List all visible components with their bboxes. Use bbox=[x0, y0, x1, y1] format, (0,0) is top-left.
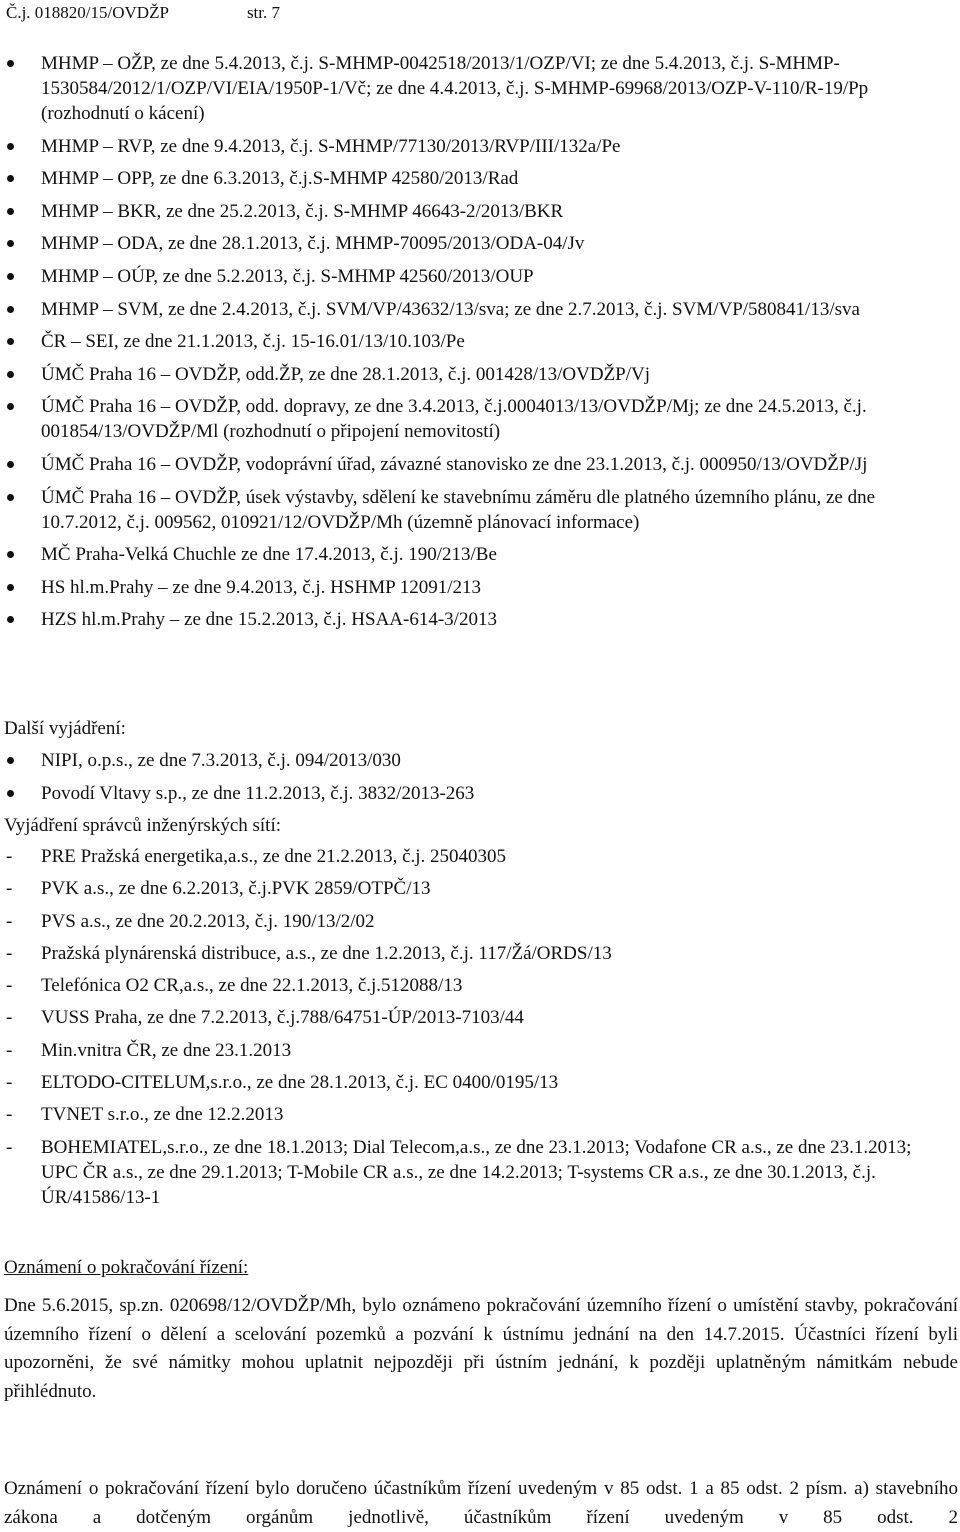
list-item: ÚMČ Praha 16 – OVDŽP, úsek výstavby, sdělení ke stavebnímu záměru dle platného územního plánu, ze dne 10.7.2012, č.j. 009562, 010921/12/OVDŽP/Mh (územně plánovací informace) bbox=[0, 485, 960, 535]
list-item bbox=[0, 876, 960, 901]
list-item: MHMP – OÚP, ze dne 5.2.2013, č.j. S-MHMP 42560/2013/OUP bbox=[0, 264, 960, 289]
list-item-text: PVK a.s., ze dne 6.2.2013, č.j.PVK 2859/OTPČ/13 bbox=[41, 878, 431, 900]
dash-marker: - bbox=[6, 878, 13, 900]
list-item-text: Pražská plynárenská distribuce, a.s., ze dne 1.2.2013, č.j. 117/Žá/ORDS/13 bbox=[41, 942, 612, 964]
list-item bbox=[0, 1135, 960, 1210]
list-item: HS hl.m.Prahy – ze dne 9.4.2013, č.j. HSHMP 12091/213 bbox=[0, 575, 960, 600]
dash-marker: - bbox=[6, 910, 13, 932]
list-item bbox=[0, 909, 960, 934]
list-item: HZS hl.m.Prahy – ze dne 15.2.2013, č.j. HSAA-614-3/2013 bbox=[0, 607, 960, 632]
list-item-text: BOHEMIATEL,s.r.o., ze dne 18.1.2013; Dial Telecom,a.s., ze dne 23.1.2013; Vodafone CR a.s., ze dne 23.1.2013; UPC ČR a.s., ze dne 29.1.2013; T-Mobile CR a.s., ze dne 14.2.2013; T-systems CR a.s., ze dne 30.1.2013, č.j. ÚR/41586/13-1 bbox=[41, 1136, 912, 1208]
list-item bbox=[0, 1005, 960, 1030]
dash-marker: - bbox=[6, 1104, 13, 1126]
page-header bbox=[6, 2, 280, 24]
list-item: MHMP – OŽP, ze dne 5.4.2013, č.j. S-MHMP-0042518/2013/1/OZP/VI; ze dne 5.4.2013, č.j. S-MHMP-1530584/2012/1/OZP/VI/EIA/1950P-1/Vč; ze dne 4.4.2013, č.j. S-MHMP-69968/2013/OZP-V-110/R-19/Pp (rozhodnutí o kácení) bbox=[0, 51, 960, 126]
list-item-text: VUSS Praha, ze dne 7.2.2013, č.j.788/64751-ÚP/2013-7103/44 bbox=[41, 1007, 524, 1029]
list-item: MHMP – OPP, ze dne 6.3.2013, č.j.S-MHMP 42580/2013/Rad bbox=[0, 166, 960, 191]
dash-marker: - bbox=[6, 846, 13, 867]
list-item bbox=[0, 1070, 960, 1095]
dash-marker: - bbox=[6, 1136, 13, 1158]
list-item: ÚMČ Praha 16 – OVDŽP, odd. dopravy, ze dne 3.4.2013, č.j.0004013/13/OVDŽP/Mj; ze dne 24.5.2013, č.j. 001854/13/OVDŽP/Ml (rozhodnutí o připojení nemovitostí) bbox=[0, 394, 960, 444]
list-item: Povodí Vltavy s.p., ze dne 11.2.2013, č.j. 3832/2013-263 bbox=[0, 781, 960, 806]
dash-marker: - bbox=[6, 1039, 13, 1061]
list-item-text: PRE Pražská energetika,a.s., ze dne 21.2.2013, č.j. 25040305 bbox=[41, 846, 507, 867]
utilities-list bbox=[0, 844, 960, 1217]
list-item: MHMP – SVM, ze dne 2.4.2013, č.j. SVM/VP/43632/13/sva; ze dne 2.7.2013, č.j. SVM/VP/580841/13/sva bbox=[0, 297, 960, 322]
list-item-text: ELTODO-CITELUM,s.r.o., ze dne 28.1.2013, č.j. EC 0400/0195/13 bbox=[41, 1072, 559, 1094]
notice-heading: Oznámení o pokračování řízení: bbox=[4, 1257, 249, 1278]
dash-marker: - bbox=[6, 942, 13, 964]
list-item-text: PVS a.s., ze dne 20.2.2013, č.j. 190/13/2/02 bbox=[41, 910, 375, 932]
list-item bbox=[0, 1102, 960, 1127]
list-item: ÚMČ Praha 16 – OVDŽP, vodoprávní úřad, závazné stanovisko ze dne 23.1.2013, č.j. 000950/13/OVDŽP/Jj bbox=[0, 452, 960, 477]
list-item bbox=[0, 973, 960, 998]
list-item: MHMP – RVP, ze dne 9.4.2013, č.j. S-MHMP/77130/2013/RVP/III/132a/Pe bbox=[0, 134, 960, 159]
list-item: ÚMČ Praha 16 – OVDŽP, odd.ŽP, ze dne 28.1.2013, č.j. 001428/13/OVDŽP/Vj bbox=[0, 362, 960, 387]
list-item-text: Telefónica O2 CR,a.s., ze dne 22.1.2013, č.j.512088/13 bbox=[41, 975, 463, 997]
dash-marker: - bbox=[6, 1072, 13, 1094]
page-number: str. 7 bbox=[246, 3, 280, 22]
list-item-text: TVNET s.r.o., ze dne 12.2.2013 bbox=[41, 1104, 284, 1126]
dash-marker: - bbox=[6, 1007, 13, 1029]
list-item-text: Min.vnitra ČR, ze dne 23.1.2013 bbox=[41, 1039, 292, 1061]
reference-number: Č.j. 018820/15/OVDŽP bbox=[6, 3, 169, 22]
list-item bbox=[0, 1038, 960, 1063]
list-item: MHMP – ODA, ze dne 28.1.2013, č.j. MHMP-70095/2013/ODA-04/Jv bbox=[0, 231, 960, 256]
notice-paragraph: Dne 5.6.2015, sp.zn. 020698/12/OVDŽP/Mh, bylo oznámeno pokračování územního řízení o umístění stavby, pokračování územního řízení o dělení a scelování pozemků a pozvání k ústnímu jednání na den 14.7.2015. Účastníci řízení byli upozorněni, že své námitky mohou uplatnit nejpozději při ústním jednání, k později uplatněným námitkám nebude přihlédnuto. bbox=[4, 1295, 958, 1402]
list-item: MHMP – BKR, ze dne 25.2.2013, č.j. S-MHMP 46643-2/2013/BKR bbox=[0, 199, 960, 224]
dash-marker: - bbox=[6, 975, 13, 997]
list-item bbox=[0, 844, 960, 869]
authority-statements-list bbox=[0, 51, 960, 640]
utilities-title: Vyjádření správců inženýrských sítí: bbox=[4, 815, 282, 836]
list-item: ČR – SEI, ze dne 21.1.2013, č.j. 15-16.01/13/10.103/Pe bbox=[0, 329, 960, 354]
further-statements-title: Další vyjádření: bbox=[4, 718, 126, 739]
further-statements-list bbox=[0, 748, 960, 813]
list-item bbox=[0, 941, 960, 966]
delivery-paragraph: Oznámení o pokračování řízení bylo doručeno účastníkům řízení uvedeným v 85 odst. 1 a 85 odst. 2 písm. a) stavebního zákona a dotčeným orgánům jednotlivě, účastníkům řízení uvedeným v 85 odst. 2 bbox=[4, 1478, 958, 1528]
list-item: MČ Praha-Velká Chuchle ze dne 17.4.2013, č.j. 190/213/Be bbox=[0, 542, 960, 567]
list-item: NIPI, o.p.s., ze dne 7.3.2013, č.j. 094/2013/030 bbox=[0, 748, 960, 773]
